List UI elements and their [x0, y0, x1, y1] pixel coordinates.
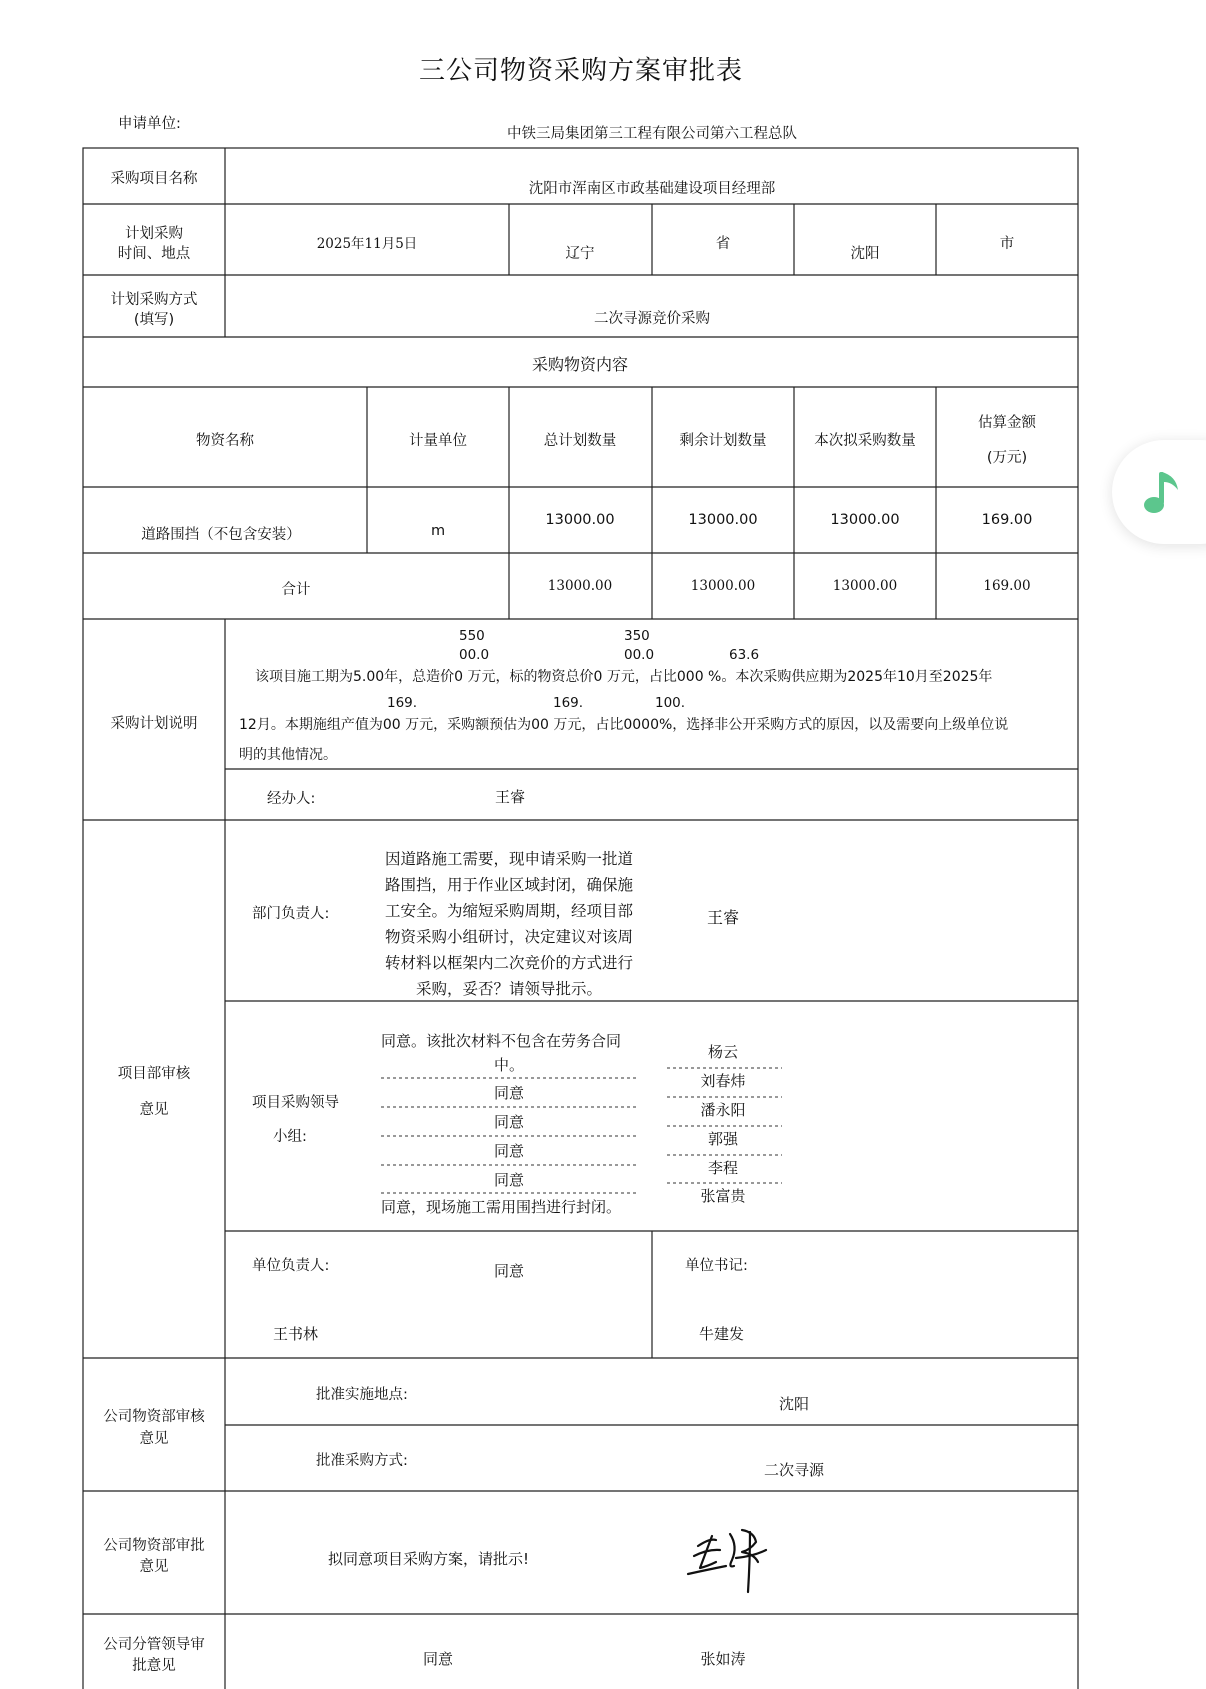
plan-date: 2025年11月5日	[316, 236, 418, 252]
approved-method: 二次寻源	[763, 1461, 825, 1479]
overlay-number: 350	[624, 628, 650, 644]
project-review-label-1: 项目部审核	[117, 1066, 191, 1082]
total-label: 合计	[281, 582, 311, 598]
company-approve-opinion: 拟同意项目采购方案，请批示!	[328, 1550, 530, 1568]
group-member-name: 潘永阳	[700, 1101, 746, 1119]
total-remaining: 13000.00	[690, 578, 756, 594]
company-approve-label-2: 意见	[139, 1559, 169, 1575]
leader-approve-label-1: 公司分管领导审	[103, 1637, 205, 1653]
project-name-label: 采购项目名称	[110, 171, 198, 187]
plan-time-label-2: 时间、地点	[117, 246, 191, 262]
leader-name: 张如涛	[700, 1650, 746, 1668]
city-unit: 市	[999, 236, 1015, 252]
item-total: 13000.00	[545, 512, 615, 528]
company-review-label-1: 公司物资部审核	[103, 1409, 205, 1425]
unit-head-opinion: 同意	[493, 1262, 525, 1280]
group-opinion: 同意	[493, 1171, 525, 1189]
item-remaining: 13000.00	[688, 512, 758, 528]
col-header-unit: 计量单位	[409, 433, 467, 449]
unit-head-label: 单位负责人:	[252, 1258, 330, 1274]
plan-method-label-2: (填写)	[133, 312, 175, 328]
overlay-number: 63.6	[729, 647, 760, 663]
total-this-time: 13000.00	[832, 578, 898, 594]
group-member-name: 郭强	[707, 1130, 739, 1148]
page-title: 三公司物资采购方案审批表	[418, 56, 744, 86]
overlay-number: 169.	[387, 695, 418, 711]
project-review-label-2: 意见	[139, 1102, 169, 1118]
overlay-number: 00.0	[624, 647, 655, 663]
overlay-number: 550	[459, 628, 485, 644]
leader-opinion: 同意	[422, 1650, 454, 1668]
item-amount: 169.00	[981, 512, 1033, 528]
content-header: 采购物资内容	[531, 355, 629, 374]
applicant-label: 申请单位:	[118, 116, 181, 132]
company-approve-label-1: 公司物资部审批	[103, 1538, 205, 1554]
group-member-name: 杨云	[707, 1043, 739, 1061]
group-member-name: 李程	[707, 1159, 739, 1177]
approved-method-label: 批准采购方式:	[316, 1453, 408, 1469]
group-opinion: 同意。该批次材料不包含在劳务合同	[381, 1032, 622, 1050]
group-member-name: 刘春炜	[700, 1072, 746, 1090]
col-header-name: 物资名称	[196, 433, 254, 449]
plan-note-line-2: 12月。本期施组产值为00 万元，采购额预估为00 万元，占比0000%，选择非公开采购方式的原因，以及需要向上级单位说	[239, 717, 1009, 733]
floating-music-button[interactable]	[1112, 440, 1206, 544]
group-opinion: 中。	[493, 1056, 525, 1074]
plan-city: 沈阳	[850, 246, 880, 262]
item-name: 道路围挡（不包含安装）	[141, 527, 301, 543]
overlay-number: 169.	[553, 695, 584, 711]
col-header-this-time: 本次拟采购数量	[814, 433, 916, 449]
leader-approve-label-2: 批意见	[132, 1658, 176, 1674]
col-header-total: 总计划数量	[543, 433, 617, 449]
plan-note-line-3: 明的其他情况。	[239, 747, 337, 763]
group-opinion: 同意	[493, 1113, 525, 1131]
item-unit: m	[430, 523, 446, 539]
province-unit: 省	[715, 236, 731, 252]
group-opinion: 同意	[493, 1142, 525, 1160]
plan-method-value: 二次寻源竞价采购	[594, 311, 710, 327]
plan-note-label: 采购计划说明	[110, 716, 198, 732]
item-this-time: 13000.00	[830, 512, 900, 528]
applicant-value: 中铁三局集团第三工程有限公司第六工程总队	[507, 126, 797, 142]
overlay-number: 100.	[655, 695, 686, 711]
handler-name: 王睿	[495, 788, 526, 806]
handler-label: 经办人:	[267, 791, 316, 807]
group-member-name: 张富贵	[700, 1187, 746, 1205]
secretary-label: 单位书记:	[685, 1258, 748, 1274]
approved-place-label: 批准实施地点:	[316, 1387, 408, 1403]
col-header-remaining: 剩余计划数量	[679, 433, 767, 449]
col-header-amount-unit: (万元)	[986, 450, 1028, 466]
unit-head-name: 王书林	[273, 1325, 319, 1343]
plan-note-line-1: 该项目施工期为5.00年，总造价0 万元，标的物资总价0 万元，占比000 %。本次采购供应期为2025年10月至2025年	[255, 669, 993, 685]
total-amount: 169.00	[983, 578, 1031, 594]
group-opinion: 同意，现场施工需用围挡进行封闭。	[381, 1198, 622, 1216]
handwritten-signature	[684, 1516, 784, 1598]
project-name-value: 沈阳市浑南区市政基础建设项目经理部	[528, 181, 776, 197]
dept-head-name: 王睿	[706, 908, 740, 927]
company-review-label-2: 意见	[139, 1431, 169, 1447]
group-label-2: 小组:	[273, 1129, 307, 1145]
overlay-number: 00.0	[459, 647, 490, 663]
dept-head-opinion: 因道路施工需要，现申请采购一批道路围挡，用于作业区域封闭，确保施工安全。为缩短采购周期，经项目部物资采购小组研讨，决定建议对该周转材料以框架内二次竞价的方式进行采购，妥否？请领导批示。	[384, 850, 633, 998]
approved-place: 沈阳	[778, 1395, 810, 1413]
group-opinion: 同意	[493, 1084, 525, 1102]
plan-province: 辽宁	[565, 246, 595, 262]
dept-head-label: 部门负责人:	[252, 906, 330, 922]
secretary-name: 牛建发	[699, 1325, 745, 1343]
total-total: 13000.00	[547, 578, 613, 594]
plan-method-label-1: 计划采购方式	[110, 292, 198, 308]
group-label-1: 项目采购领导	[252, 1095, 339, 1111]
music-note-icon	[1142, 470, 1182, 516]
plan-time-label-1: 计划采购	[125, 226, 183, 242]
col-header-amount: 估算金额	[978, 415, 1036, 431]
